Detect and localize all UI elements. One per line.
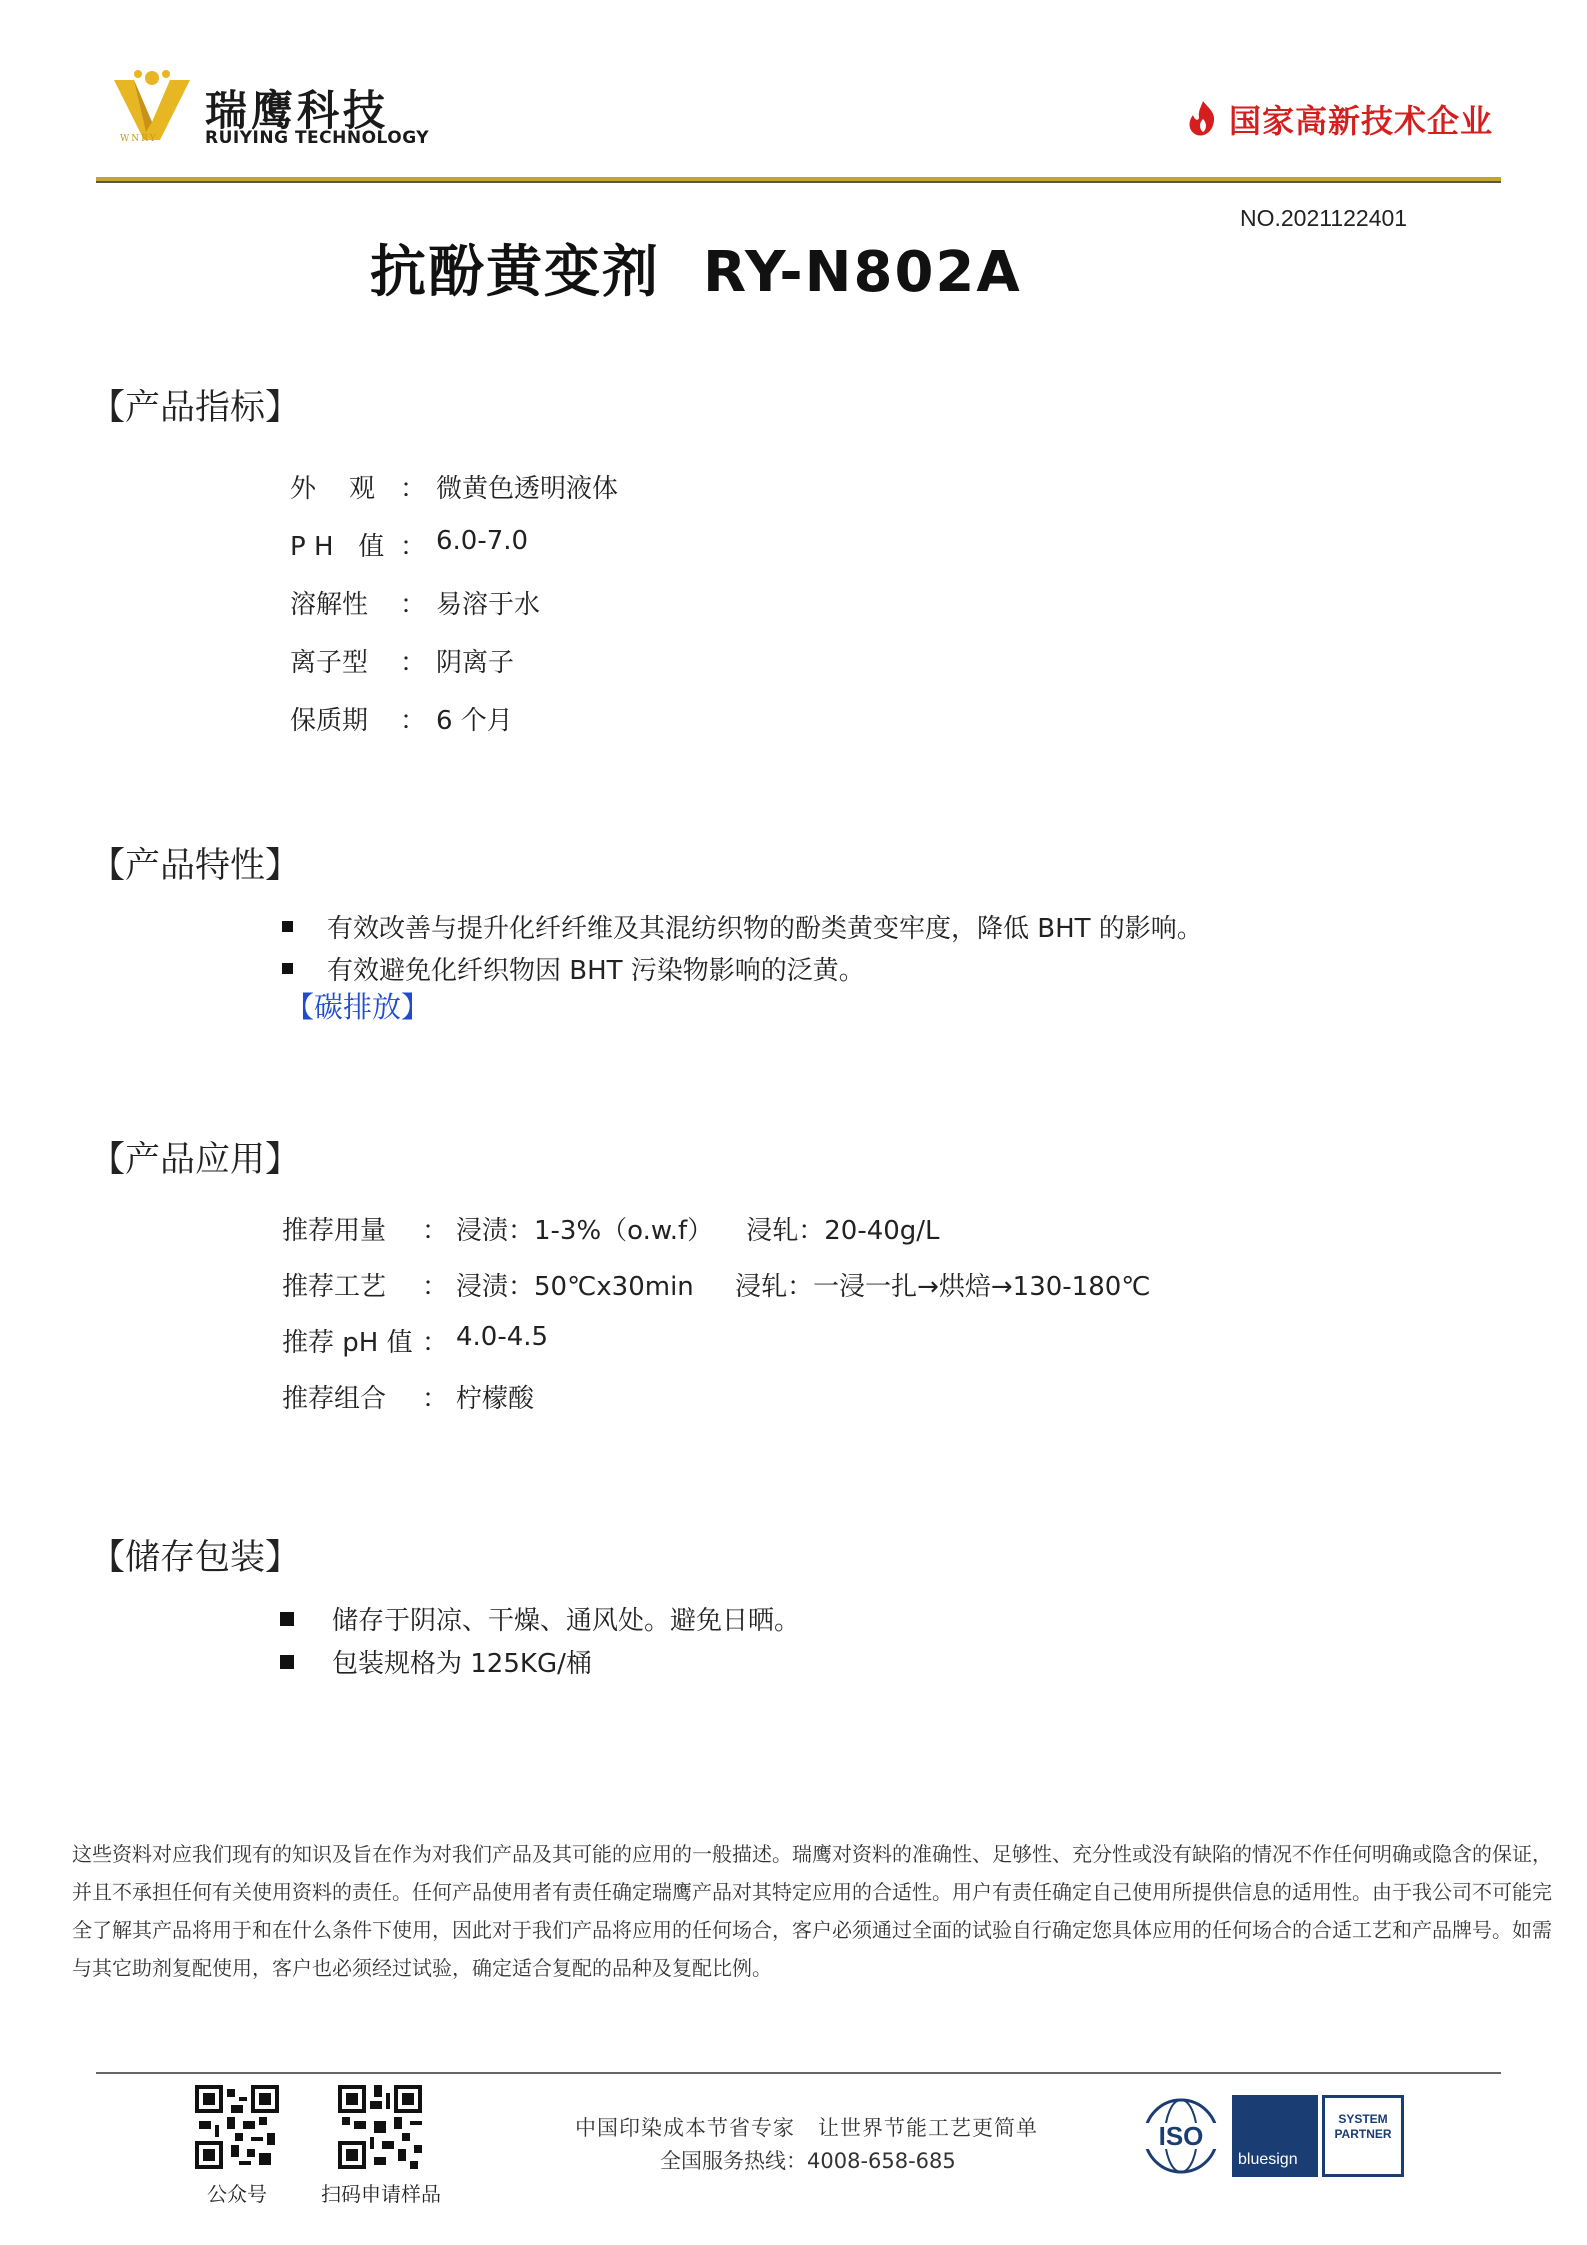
application-key: 推荐工艺	[282, 1272, 387, 1302]
disclaimer-text: 这些资料对应我们现有的知识及旨在作为对我们产品及其可能的应用的一般描述。瑞鹰对资料的准确性、足够性、充分性或没有缺陷的情况不作任何明确或隐含的保证，并且不承担任何有关使用资料的责任。任何产品使用者有责任确定瑞鹰产品对其特定应用的合适性。用户有责任确定自己使用所提供信息的适用性。由于我公司不可能完全了解其产品将用于和在什么条件下使用，因此对于我们产品将应用的任何场合，客户必须通过全面的试验自行确定您具体应用的任何场合的合适工艺和产品牌号。如需与其它助剂复配使用，客户也必须经过试验，确定适合复配的品种及复配比例。	[72, 1842, 1552, 1980]
page-title: 抗酚黄变剂 RY-N802A	[370, 240, 1022, 305]
spec-key: 保质期	[290, 706, 369, 736]
application-value: 浸渍：50℃x30min 浸轧：一浸一扎→烘焙→130-180℃	[456, 1272, 1151, 1302]
section-heading-application: 【产品应用】	[90, 1140, 301, 1180]
system-partner-badge	[1322, 2095, 1404, 2177]
footer-hotline: 全国服务热线：4008-658-685	[660, 2149, 956, 2173]
spec-key: 溶解性	[290, 590, 369, 620]
spec-key: 离子型	[290, 648, 369, 678]
bullet-icon	[280, 1612, 294, 1626]
spec-value: 微黄色透明液体	[436, 474, 619, 504]
spec-colon: ：	[400, 532, 427, 562]
application-colon: ：	[422, 1216, 449, 1246]
partner-line-2: PARTNER	[1334, 2127, 1392, 2141]
qr-code-icon	[195, 2085, 279, 2169]
section-heading-specs: 【产品指标】	[90, 388, 301, 428]
bullet-icon	[280, 1655, 294, 1669]
spec-colon: ：	[400, 474, 427, 504]
qr-code-icon	[338, 2085, 422, 2169]
carbon-emission-tag: 【碳排放】	[285, 990, 431, 1024]
application-colon: ：	[422, 1384, 449, 1414]
feature-text: 有效改善与提升化纤纤维及其混纺织物的酚类黄变牢度，降低 BHT 的影响。	[327, 914, 1203, 944]
application-key: 推荐组合	[282, 1384, 387, 1414]
flame-icon	[1185, 99, 1221, 139]
storage-text: 储存于阴凉、干燥、通风处。避免日晒。	[332, 1606, 801, 1636]
iso-text: ISO	[1158, 2121, 1204, 2151]
application-value: 浸渍：1-3%（o.w.f） 浸轧：20-40g/L	[456, 1216, 940, 1246]
wnry-logo-icon	[112, 70, 192, 142]
company-name-en: RUIYING TECHNOLOGY	[205, 128, 430, 148]
spec-colon: ：	[400, 590, 427, 620]
spec-value: 易溶于水	[436, 590, 541, 620]
storage-item	[280, 1600, 800, 1637]
footer-slogan: 中国印染成本节省专家 让世界节能工艺更简单	[575, 2116, 1039, 2140]
feature-text: 有效避免化纤织物因 BHT 污染物影响的泛黄。	[327, 956, 865, 986]
header-divider-dark	[96, 181, 1501, 183]
badge-label: 国家高新技术企业	[1229, 102, 1494, 140]
application-key: 推荐用量	[282, 1216, 387, 1246]
section-heading-storage: 【储存包装】	[90, 1538, 301, 1578]
storage-item	[280, 1643, 592, 1680]
spec-key: P H 值	[290, 532, 385, 562]
spec-value: 阴离子	[436, 648, 515, 678]
footer-divider	[96, 2072, 1501, 2074]
logo-subtext: WNRY	[120, 134, 158, 144]
spec-value: 6.0-7.0	[436, 526, 529, 556]
feature-item	[282, 950, 865, 987]
qr-label-sample-request: 扫码申请样品	[321, 2182, 441, 2206]
section-heading-features: 【产品特性】	[90, 846, 301, 886]
bullet-icon	[282, 963, 293, 974]
high-tech-enterprise-badge	[1185, 96, 1493, 142]
spec-key: 外 观	[290, 474, 376, 504]
application-key: 推荐 pH 值	[282, 1328, 413, 1358]
storage-text: 包装规格为 125KG/桶	[332, 1649, 592, 1679]
spec-colon: ：	[400, 648, 427, 678]
application-value: 4.0-4.5	[456, 1322, 549, 1352]
spec-value: 6 个月	[436, 706, 513, 736]
application-value: 柠檬酸	[456, 1384, 535, 1414]
partner-line-1: SYSTEM	[1338, 2112, 1388, 2126]
feature-item	[282, 908, 1203, 945]
bluesign-label: bluesign	[1238, 2151, 1298, 2168]
spec-colon: ：	[400, 706, 427, 736]
bullet-icon	[282, 921, 293, 932]
application-colon: ：	[422, 1272, 449, 1302]
company-name-cn: 瑞鹰科技	[205, 86, 390, 135]
iso-logo-icon	[1140, 2095, 1222, 2177]
application-colon: ：	[422, 1328, 449, 1358]
bluesign-logo	[1232, 2095, 1318, 2177]
qr-label-official-account: 公众号	[207, 2182, 267, 2206]
document-number: NO.2021122401	[1240, 205, 1408, 231]
